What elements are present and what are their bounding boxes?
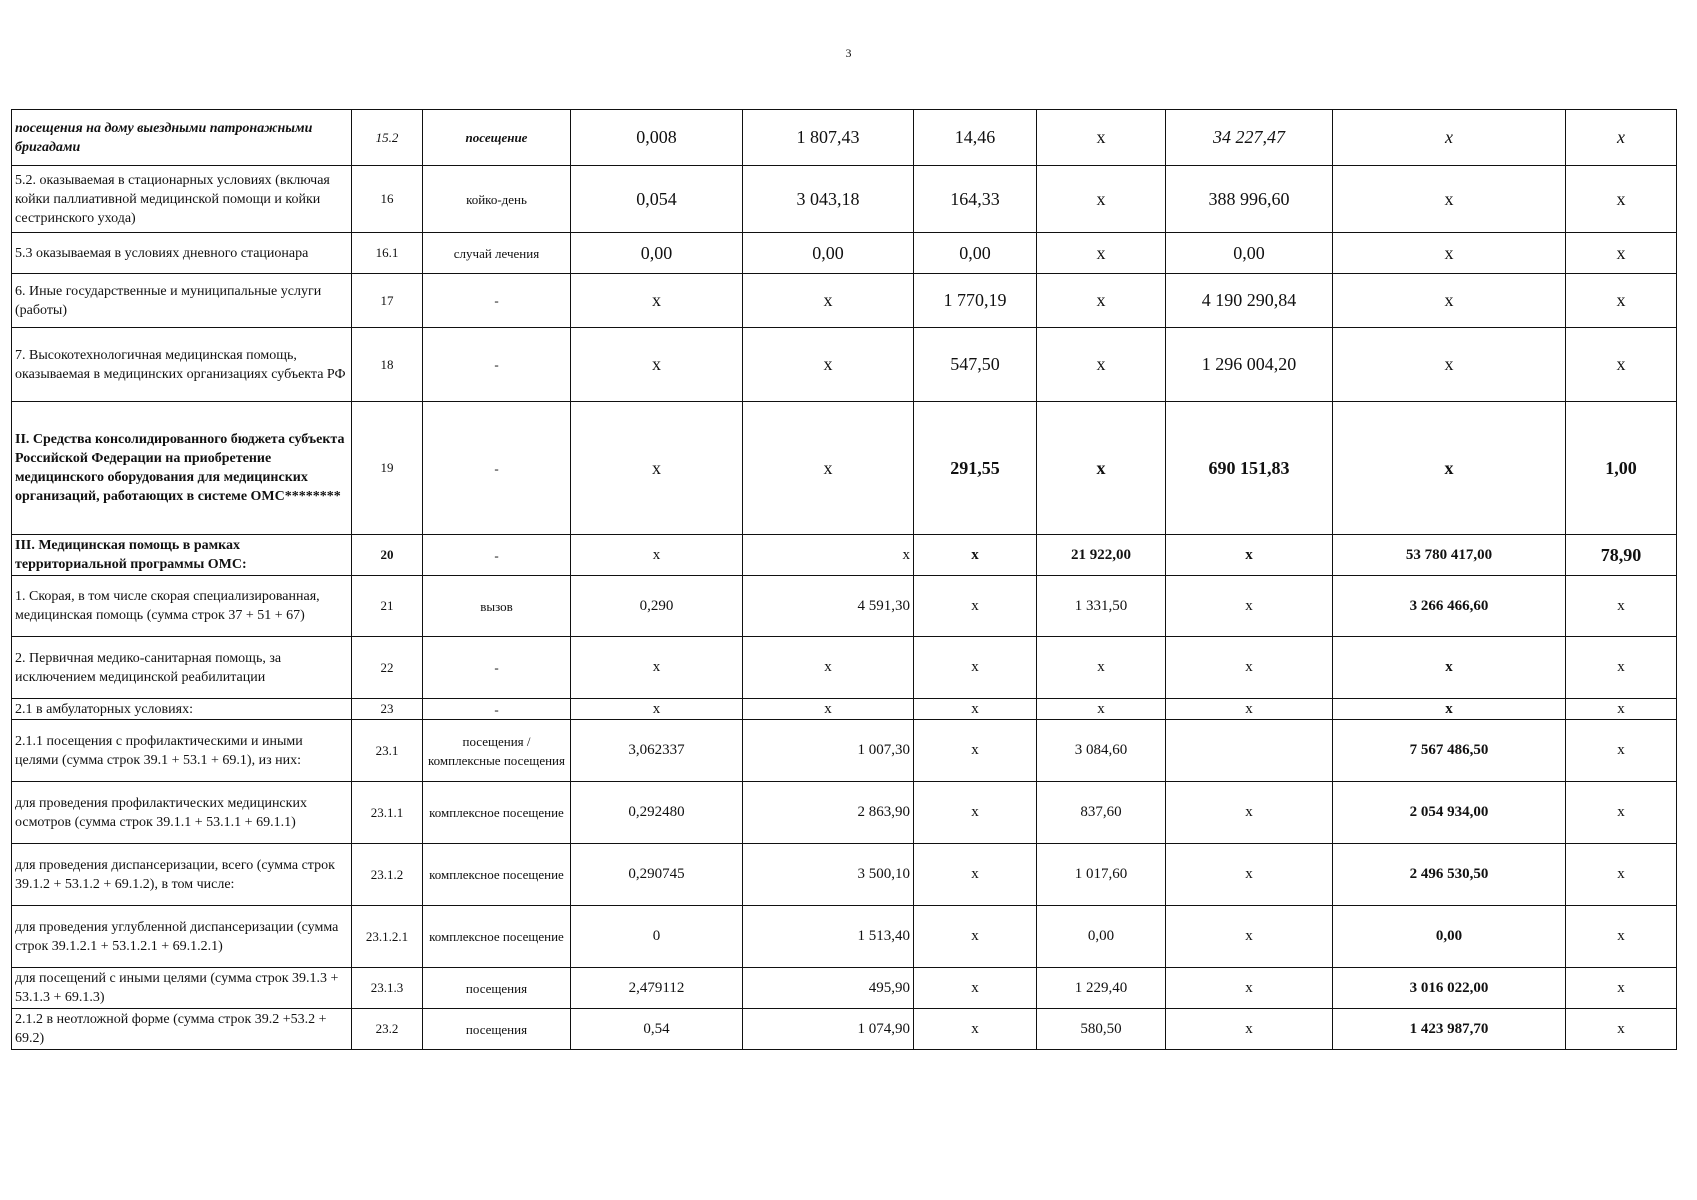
cell: 1 331,50 [1037,576,1166,637]
cell: 3 266 466,60 [1333,576,1566,637]
cell: х [1166,844,1333,906]
cell: х [1166,906,1333,968]
cell: 1 513,40 [743,906,914,968]
row-name: 1. Скорая, в том числе скорая специализированная, медицинская помощь (сумма строк 37 + 51 + 67) [12,576,352,637]
cell: х [1333,699,1566,720]
cell: 0,290 [571,576,743,637]
cell: 0,54 [571,1009,743,1050]
cell: х [1566,720,1677,782]
cell: х [743,328,914,402]
row-number: 23 [352,699,423,720]
cell: 690 151,83 [1166,402,1333,535]
cell: 4 591,30 [743,576,914,637]
table-row [12,1009,1677,1050]
cell: 78,90 [1566,535,1677,576]
cell: х [1037,110,1166,166]
cell: х [914,576,1037,637]
cell: 0,292480 [571,782,743,844]
cell: х [1166,782,1333,844]
cell: х [1566,166,1677,233]
row-unit: посещение [423,110,571,166]
cell: 53 780 417,00 [1333,535,1566,576]
row-unit: комплексное посещение [423,844,571,906]
cell: х [914,637,1037,699]
cell: 2 054 934,00 [1333,782,1566,844]
cell: х [743,402,914,535]
row-number: 17 [352,274,423,328]
cell: х [914,720,1037,782]
cell: 1 296 004,20 [1166,328,1333,402]
cell: х [571,637,743,699]
cell: х [1166,576,1333,637]
cell: х [571,328,743,402]
cell: х [1566,328,1677,402]
cell: х [914,906,1037,968]
table-row [12,233,1677,274]
cell: х [1566,233,1677,274]
cell: 0,00 [571,233,743,274]
cell: х [1166,535,1333,576]
row-name: 7. Высокотехнологичная медицинская помощь, оказываемая в медицинских организациях субъекта РФ [12,328,352,402]
cell: 3 084,60 [1037,720,1166,782]
cell: х [914,782,1037,844]
cell: 0,008 [571,110,743,166]
row-number: 23.2 [352,1009,423,1050]
cell: х [914,535,1037,576]
table-row [12,699,1677,720]
table-row [12,166,1677,233]
cell: 3,062337 [571,720,743,782]
cell: х [914,844,1037,906]
row-name: для проведения диспансеризации, всего (сумма строк 39.1.2 + 53.1.2 + 69.1.2), в том числе: [12,844,352,906]
cell: х [914,968,1037,1009]
page-number: 3 [845,46,852,60]
cell: х [1166,637,1333,699]
cell: х [1566,576,1677,637]
cell: 580,50 [1037,1009,1166,1050]
table-row [12,328,1677,402]
row-name: 2.1 в амбулаторных условиях: [12,699,352,720]
cell: х [571,402,743,535]
cell: х [1037,402,1166,535]
cell: х [743,637,914,699]
table-row [12,968,1677,1009]
cell: 3 016 022,00 [1333,968,1566,1009]
row-unit: посещения [423,968,571,1009]
row-number: 15.2 [352,110,423,166]
row-unit: - [423,535,571,576]
cell: х [1566,110,1677,166]
row-unit: - [423,699,571,720]
cell: х [1566,699,1677,720]
cell: х [1037,233,1166,274]
cell: 1 007,30 [743,720,914,782]
cell: 495,90 [743,968,914,1009]
cell: х [1333,110,1566,166]
cell: х [743,535,914,576]
row-unit: посещения / комплексные посещения [423,720,571,782]
financing-table [11,109,1677,1050]
row-unit: вызов [423,576,571,637]
table-row [12,637,1677,699]
cell: х [1566,906,1677,968]
row-name: 6. Иные государственные и муниципальные услуги (работы) [12,274,352,328]
row-unit: комплексное посещение [423,782,571,844]
table-row [12,782,1677,844]
cell: 164,33 [914,166,1037,233]
cell: 2 496 530,50 [1333,844,1566,906]
row-unit: посещения [423,1009,571,1050]
cell: х [571,699,743,720]
row-unit: - [423,637,571,699]
table-row [12,274,1677,328]
cell: х [1566,1009,1677,1050]
cell: х [1566,782,1677,844]
cell: 837,60 [1037,782,1166,844]
cell: х [1566,844,1677,906]
row-number: 21 [352,576,423,637]
cell: х [1037,637,1166,699]
cell: 1 423 987,70 [1333,1009,1566,1050]
table-row [12,535,1677,576]
cell: 4 190 290,84 [1166,274,1333,328]
row-unit: случай лечения [423,233,571,274]
cell: 1 017,60 [1037,844,1166,906]
cell: 7 567 486,50 [1333,720,1566,782]
cell: х [1333,637,1566,699]
cell: 0 [571,906,743,968]
row-unit: комплексное посещение [423,906,571,968]
cell: х [1166,1009,1333,1050]
cell: 1 807,43 [743,110,914,166]
cell: 1 770,19 [914,274,1037,328]
table-row [12,720,1677,782]
row-name: 5.3 оказываемая в условиях дневного стационара [12,233,352,274]
cell: 21 922,00 [1037,535,1166,576]
row-number: 16.1 [352,233,423,274]
cell: х [1333,402,1566,535]
row-number: 23.1.2.1 [352,906,423,968]
cell: 291,55 [914,402,1037,535]
cell: х [914,1009,1037,1050]
cell: х [1333,233,1566,274]
cell: 0,00 [914,233,1037,274]
cell: х [1333,166,1566,233]
row-number: 22 [352,637,423,699]
table-row [12,576,1677,637]
row-number: 20 [352,535,423,576]
row-name: 2.1.1 посещения с профилактическими и иными целями (сумма строк 39.1 + 53.1 + 69.1), из них: [12,720,352,782]
cell: х [571,274,743,328]
cell: х [1566,274,1677,328]
cell: 3 043,18 [743,166,914,233]
cell: х [1166,699,1333,720]
cell: х [571,535,743,576]
cell: 0,00 [1037,906,1166,968]
row-number: 23.1.2 [352,844,423,906]
cell: х [1037,166,1166,233]
row-name: 2.1.2 в неотложной форме (сумма строк 39.2 +53.2 + 69.2) [12,1009,352,1050]
table-row [12,844,1677,906]
row-number: 23.1.1 [352,782,423,844]
row-number: 19 [352,402,423,535]
cell [1166,720,1333,782]
cell: х [743,699,914,720]
row-number: 23.1.3 [352,968,423,1009]
cell: х [1333,274,1566,328]
cell: 0,00 [1333,906,1566,968]
row-unit: - [423,402,571,535]
cell: х [1566,968,1677,1009]
row-name: для проведения углубленной диспансеризации (сумма строк 39.1.2.1 + 53.1.2.1 + 69.1.2.1) [12,906,352,968]
cell: х [743,274,914,328]
row-name: 5.2. оказываемая в стационарных условиях (включая койки паллиативной медицинской помощи и койки сестринского ухода) [12,166,352,233]
row-name: для посещений с иными целями (сумма строк 39.1.3 + 53.1.3 + 69.1.3) [12,968,352,1009]
cell: х [1037,328,1166,402]
row-number: 18 [352,328,423,402]
row-name: II. Средства консолидированного бюджета субъекта Российской Федерации на приобретение медицинского оборудования для медицинских организаций, работающих в системе ОМС******** [12,402,352,535]
cell: 0,054 [571,166,743,233]
cell: х [1166,968,1333,1009]
cell: 0,00 [743,233,914,274]
table-row [12,906,1677,968]
cell: 388 996,60 [1166,166,1333,233]
cell: 3 500,10 [743,844,914,906]
row-unit: - [423,274,571,328]
row-unit: - [423,328,571,402]
cell: х [1037,699,1166,720]
cell: х [1333,328,1566,402]
row-name: для проведения профилактических медицинских осмотров (сумма строк 39.1.1 + 53.1.1 + 69.1.1) [12,782,352,844]
cell: 14,46 [914,110,1037,166]
cell: 0,00 [1166,233,1333,274]
cell: 2 863,90 [743,782,914,844]
cell: 1 229,40 [1037,968,1166,1009]
row-number: 23.1 [352,720,423,782]
row-name: III. Медицинская помощь в рамках территориальной программы ОМС: [12,535,352,576]
cell: х [1566,637,1677,699]
row-unit: койко-день [423,166,571,233]
cell: 34 227,47 [1166,110,1333,166]
cell: 1 074,90 [743,1009,914,1050]
cell: 2,479112 [571,968,743,1009]
table-row [12,110,1677,166]
table-row [12,402,1677,535]
row-name: 2. Первичная медико-санитарная помощь, за исключением медицинской реабилитации [12,637,352,699]
cell: 1,00 [1566,402,1677,535]
cell: х [1037,274,1166,328]
row-number: 16 [352,166,423,233]
cell: 547,50 [914,328,1037,402]
row-name: посещения на дому выездными патронажными бригадами [12,110,352,166]
cell: 0,290745 [571,844,743,906]
cell: х [914,699,1037,720]
